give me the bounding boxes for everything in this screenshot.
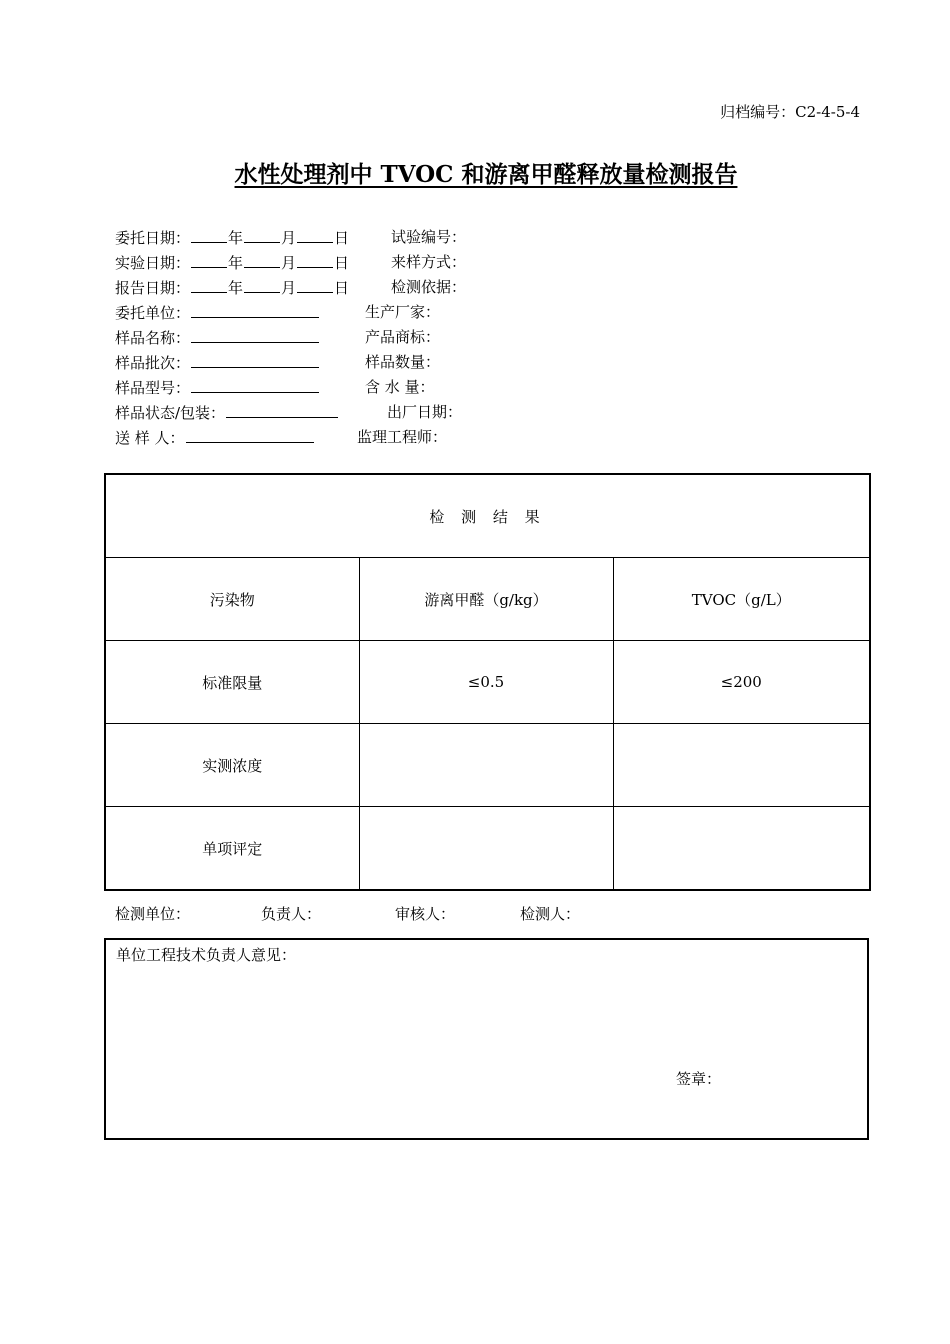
sender-field[interactable] <box>186 425 314 443</box>
batch-label: 样品批次： <box>115 354 191 372</box>
year-label: 年 <box>228 254 244 272</box>
year-label: 年 <box>228 279 244 297</box>
measured-tvoc-cell[interactable] <box>613 724 870 807</box>
supervisor-label: 监理工程师： <box>357 428 448 446</box>
report-date-label: 报告日期： <box>115 279 191 297</box>
day-label: 日 <box>334 279 350 297</box>
row-evaluation-label: 单项评定 <box>105 807 359 891</box>
month-blank[interactable] <box>244 225 280 243</box>
day-blank[interactable] <box>297 250 333 268</box>
table-row <box>105 641 870 724</box>
model-label: 样品型号： <box>115 379 191 397</box>
water-content-label: 含 水 量： <box>365 378 435 396</box>
info-row <box>115 275 875 300</box>
info-row <box>115 300 875 325</box>
brand-label: 产品商标： <box>365 328 441 346</box>
tester-label: 检测人： <box>520 905 581 923</box>
opinion-box[interactable] <box>104 938 869 1140</box>
row-measured-label: 实测浓度 <box>105 724 359 807</box>
seal-label: 签章： <box>676 1070 722 1088</box>
day-label: 日 <box>334 229 350 247</box>
month-label: 月 <box>281 254 297 272</box>
month-label: 月 <box>281 229 297 247</box>
entrust-unit-label: 委托单位： <box>115 304 191 322</box>
sample-name-field[interactable] <box>191 325 319 343</box>
info-row <box>115 375 875 400</box>
sample-name-label: 样品名称： <box>115 329 191 347</box>
production-date-label: 出厂日期： <box>387 403 463 421</box>
table-row <box>105 807 870 891</box>
manufacturer-label: 生产厂家： <box>365 303 441 321</box>
info-row <box>115 425 875 450</box>
std-tvoc: ≤200 <box>613 641 870 724</box>
evaluation-formaldehyde-cell[interactable] <box>359 807 613 891</box>
test-basis-label: 检测依据： <box>391 278 467 296</box>
measured-formaldehyde-cell[interactable] <box>359 724 613 807</box>
year-blank[interactable] <box>191 275 227 293</box>
col-formaldehyde: 游离甲醛（g/kg） <box>359 558 613 641</box>
month-label: 月 <box>281 279 297 297</box>
info-row <box>115 225 875 250</box>
day-blank[interactable] <box>297 225 333 243</box>
col-pollutant: 污染物 <box>105 558 359 641</box>
results-table <box>104 473 871 891</box>
info-row <box>115 325 875 350</box>
day-blank[interactable] <box>297 275 333 293</box>
state-label: 样品状态/包装： <box>115 404 226 422</box>
test-unit-label: 检测单位： <box>115 905 191 923</box>
test-no-label: 试验编号： <box>391 228 467 246</box>
entrust-unit-field[interactable] <box>191 300 319 318</box>
year-label: 年 <box>228 229 244 247</box>
info-row <box>115 350 875 375</box>
responsible-label: 负责人： <box>261 905 322 923</box>
table-row <box>105 474 870 558</box>
table-row <box>105 558 870 641</box>
signature-row <box>115 902 855 926</box>
results-header: 检 测 结 果 <box>105 474 870 558</box>
entrust-date-label: 委托日期： <box>115 229 191 247</box>
day-label: 日 <box>334 254 350 272</box>
quantity-label: 样品数量： <box>365 353 441 371</box>
sender-label: 送 样 人： <box>115 429 185 447</box>
test-date-label: 实验日期： <box>115 254 191 272</box>
std-formaldehyde: ≤0.5 <box>359 641 613 724</box>
year-blank[interactable] <box>191 250 227 268</box>
table-row <box>105 724 870 807</box>
opinion-label: 单位工程技术负责人意见： <box>116 946 297 964</box>
reviewer-label: 审核人： <box>395 905 456 923</box>
archive-number: 归档编号：C2-4-5-4 <box>720 103 860 121</box>
row-standard-label: 标准限量 <box>105 641 359 724</box>
state-field[interactable] <box>226 400 338 418</box>
page-title: 水性处理剂中 TVOC 和游离甲醛释放量检测报告 <box>234 161 738 188</box>
month-blank[interactable] <box>244 275 280 293</box>
info-section <box>115 225 875 450</box>
model-field[interactable] <box>191 375 319 393</box>
sample-method-label: 来样方式： <box>391 253 467 271</box>
month-blank[interactable] <box>244 250 280 268</box>
col-tvoc: TVOC（g/L） <box>613 558 870 641</box>
evaluation-tvoc-cell[interactable] <box>613 807 870 891</box>
info-row <box>115 400 875 425</box>
year-blank[interactable] <box>191 225 227 243</box>
batch-field[interactable] <box>191 350 319 368</box>
info-row <box>115 250 875 275</box>
